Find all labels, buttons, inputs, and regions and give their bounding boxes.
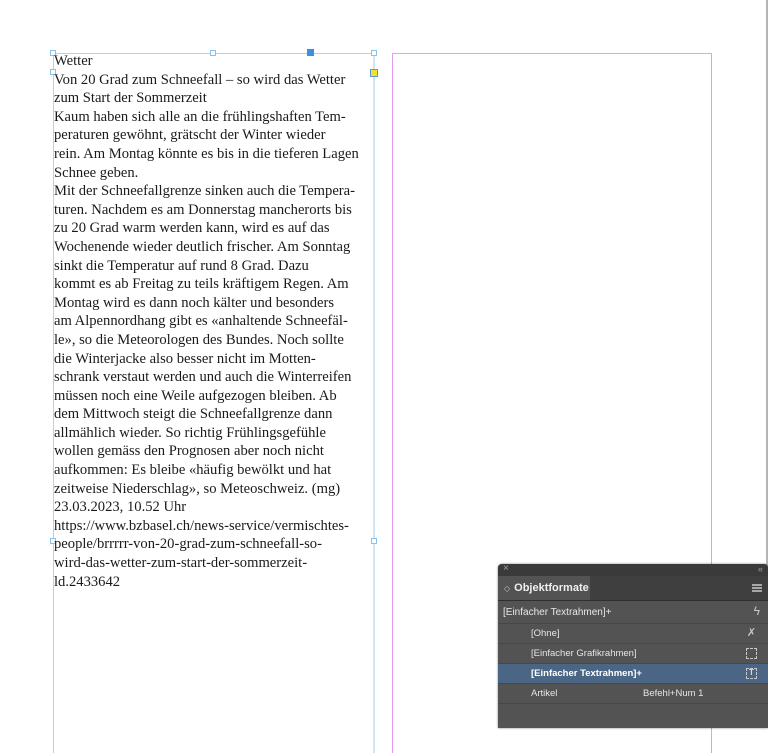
style-item-einfacher-textrahmen[interactable]: [498, 664, 768, 684]
story-line: Von 20 Grad zum Schneefall – so wird das Wetter: [54, 71, 346, 88]
story-line: 23.03.2023, 10.52 Uhr: [54, 499, 187, 516]
story-line: wird-das-wetter-zum-start-der-sommerzeit-: [54, 555, 308, 572]
panel-tabbar: [498, 576, 768, 601]
story-line: Montag wird es dann noch kälter und besonders: [54, 294, 335, 311]
story-line: sinkt die Temperatur auf rund 8 Grad. Dazu: [54, 257, 309, 274]
story-line: turen. Nachdem es am Donnerstag mancherorts bis: [54, 201, 352, 218]
style-name: [Ohne]: [531, 628, 560, 639]
story-line: le», so die Meteorologen des Bundes. Noch sollte: [54, 331, 344, 348]
story-line: Schnee geben.: [54, 164, 139, 181]
story-line: rein. Am Montag könnte es bis in die tieferen Lagen: [54, 145, 359, 162]
story-line: ld.2433642: [54, 573, 121, 590]
story-line: zu 20 Grad warm werden kann, wird es auf das: [54, 220, 330, 237]
story-line: Kaum haben sich alle an die frühlingshaften Tem-: [54, 108, 346, 125]
story-line: dem Mittwoch steigt die Schneefallgrenze dann: [54, 406, 333, 423]
story-line: schrank verstaut werden und auch die Winterreifen: [54, 369, 352, 386]
panel-titlebar[interactable]: [498, 564, 768, 576]
style-name: [Einfacher Textrahmen]+: [531, 668, 642, 679]
graphic-frame-icon: [746, 648, 757, 659]
updown-arrows-icon: ◇: [504, 583, 511, 593]
text-frame-icon: [746, 668, 757, 679]
story-line: wollen gemäss den Prognosen aber noch nicht: [54, 443, 324, 460]
style-item-ohne[interactable]: [498, 624, 768, 644]
style-name: [Einfacher Grafikrahmen]: [531, 648, 637, 659]
story-line: people/brrrrr-von-20-grad-zum-schneefall-so-: [54, 536, 322, 553]
story-line: Mit der Schneefallgrenze sinken auch die Tempera-: [54, 183, 355, 200]
close-icon[interactable]: ×: [503, 564, 509, 574]
lightning-icon[interactable]: ϟ: [753, 604, 760, 618]
story-line: zeitweise Niederschlag», so Meteoschweiz. (mg): [54, 480, 341, 497]
tab-objektformate[interactable]: [498, 576, 590, 600]
style-name: Artikel: [531, 688, 558, 699]
story-line: müssen noch eine Weile aufgezogen bleiben. Ab: [54, 387, 337, 404]
panel-menu-icon[interactable]: [752, 584, 762, 592]
story-line: zum Start der Sommerzeit: [54, 90, 207, 107]
story-line: Wochenende wieder deutlich frischer. Am Sonntag: [54, 238, 351, 255]
style-item-artikel[interactable]: [498, 684, 768, 704]
story-line: Wetter: [54, 53, 93, 69]
story-line: https://www.bzbasel.ch/news-service/vermischtes-: [54, 517, 349, 534]
story-line: aufkommen: Es bleibe «häufig bewölkt und hat: [54, 462, 332, 479]
story-line: am Alpennordhang gibt es «anhaltende Schneefäl-: [54, 313, 348, 330]
tab-label: Objektformate: [514, 582, 589, 594]
story-line: kommt es ab Freitag zu teils kräftigem Regen. Am: [54, 276, 349, 293]
current-style-label: [Einfacher Textrahmen]+: [503, 606, 612, 618]
article-story[interactable]: [54, 52, 384, 591]
story-line: die Winterjacke also besser nicht im Motten-: [54, 350, 316, 367]
story-line: peraturen gewöhnt, grätscht der Winter wieder: [54, 127, 326, 144]
current-style-row: [498, 601, 768, 624]
none-icon: ✗: [746, 627, 757, 639]
story-line: allmählich wieder. So richtig Frühlingsgefühle: [54, 424, 326, 441]
collapse-icon[interactable]: ‹‹: [758, 564, 762, 574]
object-styles-panel: [498, 564, 768, 728]
style-item-einfacher-grafikrahmen[interactable]: [498, 644, 768, 664]
style-shortcut: Befehl+Num 1: [643, 688, 704, 699]
